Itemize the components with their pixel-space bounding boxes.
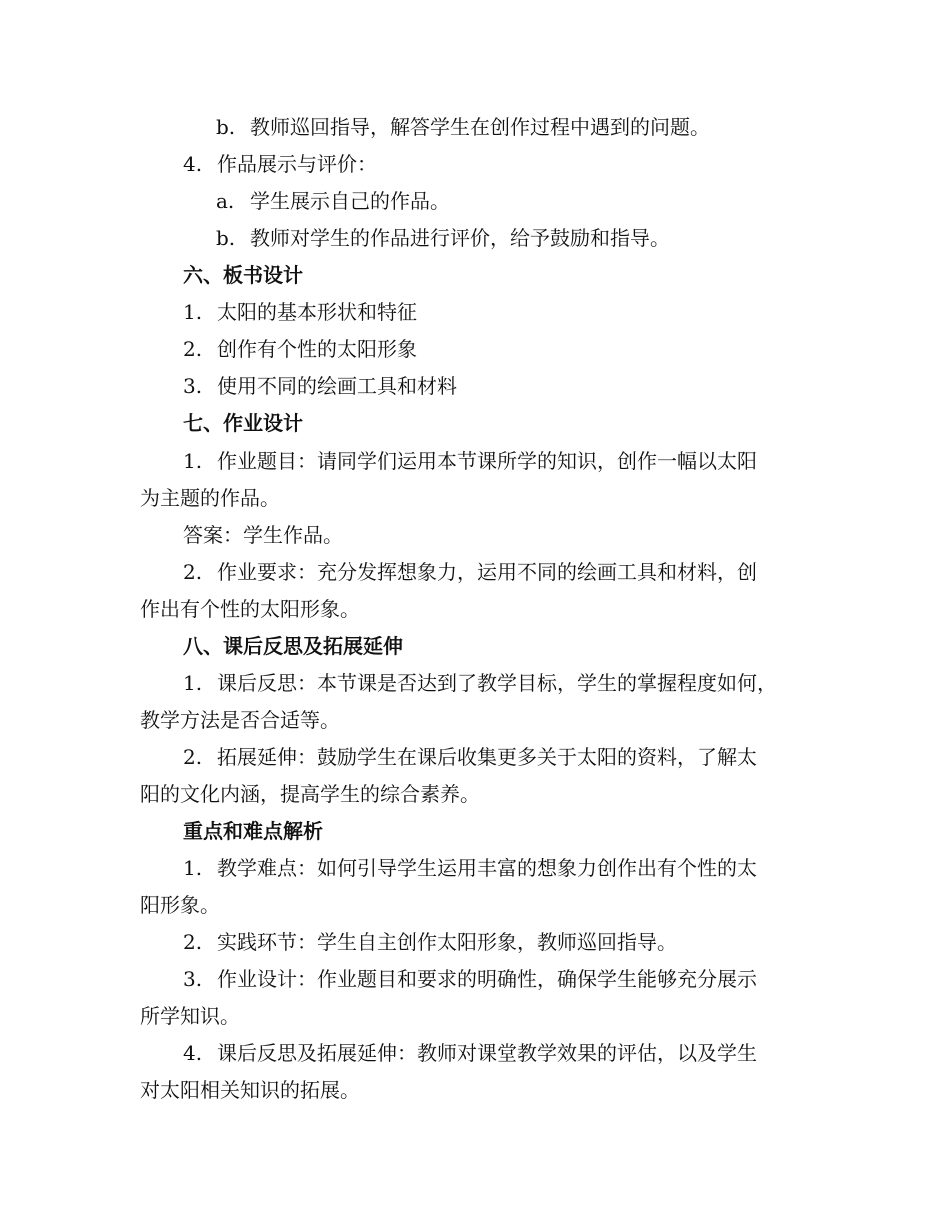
list-marker: 4. — [183, 152, 203, 176]
answer-line: 答案：学生作品。 — [183, 523, 343, 547]
list-item — [183, 854, 757, 882]
list-item-continuation: 阳的文化内涵，提高学生的综合素养。 — [140, 782, 480, 806]
sub-item-b — [216, 224, 670, 252]
list-marker: 2. — [183, 560, 203, 584]
list-item — [183, 558, 757, 586]
list-text: 教师巡回指导，解答学生在创作过程中遇到的问题。 — [250, 115, 710, 139]
list-marker: 1. — [183, 449, 203, 473]
list-marker: b. — [216, 115, 236, 139]
list-item — [183, 1039, 757, 1067]
list-item — [183, 447, 757, 475]
list-marker: a. — [216, 189, 235, 213]
list-text: 拓展延伸：鼓励学生在课后收集更多关于太阳的资料，了解太 — [217, 745, 757, 769]
list-text: 教学难点：如何引导学生运用丰富的想象力创作出有个性的太 — [217, 856, 757, 880]
list-item-continuation: 作出有个性的太阳形象。 — [140, 597, 360, 621]
list-item — [183, 928, 677, 956]
list-text: 学生展示自己的作品。 — [250, 189, 450, 213]
list-text: 作业题目：请同学们运用本节课所学的知识，创作一幅以太阳 — [217, 449, 757, 473]
list-text: 教师对学生的作品进行评价，给予鼓励和指导。 — [250, 226, 670, 250]
sub-item-b — [216, 113, 710, 141]
section-heading: 七、作业设计 — [183, 411, 303, 435]
list-marker: 1. — [183, 856, 203, 880]
list-text: 作业要求：充分发挥想象力，运用不同的绘画工具和材料，创 — [217, 560, 757, 584]
list-item-4 — [183, 150, 377, 178]
sub-item-a — [216, 187, 450, 215]
section-heading: 六、板书设计 — [183, 263, 303, 287]
list-item — [183, 372, 457, 400]
list-item-continuation: 为主题的作品。 — [140, 486, 280, 510]
list-item — [183, 669, 777, 697]
list-marker: 2. — [183, 337, 203, 361]
list-marker: 2. — [183, 930, 203, 954]
list-marker: 1. — [183, 300, 203, 324]
list-item — [183, 965, 757, 993]
list-item — [183, 743, 757, 771]
list-marker: 2. — [183, 745, 203, 769]
list-text: 作品展示与评价： — [217, 152, 377, 176]
list-text: 作业设计：作业题目和要求的明确性，确保学生能够充分展示 — [217, 967, 757, 991]
list-item — [183, 298, 417, 326]
list-item-continuation: 教学方法是否合适等。 — [140, 708, 340, 732]
list-text: 创作有个性的太阳形象 — [217, 337, 417, 361]
list-marker: 3. — [183, 967, 203, 991]
list-text: 太阳的基本形状和特征 — [217, 300, 417, 324]
list-item-continuation: 阳形象。 — [140, 893, 220, 917]
list-item — [183, 335, 417, 363]
list-text: 使用不同的绘画工具和材料 — [217, 374, 457, 398]
list-marker: 3. — [183, 374, 203, 398]
section-heading: 八、课后反思及拓展延伸 — [183, 634, 403, 658]
list-marker: 1. — [183, 671, 203, 695]
list-marker: b. — [216, 226, 236, 250]
list-marker: 4. — [183, 1041, 203, 1065]
list-text: 课后反思：本节课是否达到了教学目标，学生的掌握程度如何， — [217, 671, 777, 695]
list-item-continuation: 所学知识。 — [140, 1004, 240, 1028]
list-text: 实践环节：学生自主创作太阳形象，教师巡回指导。 — [217, 930, 677, 954]
list-item-continuation: 对太阳相关知识的拓展。 — [140, 1078, 360, 1102]
section-heading: 重点和难点解析 — [183, 819, 323, 843]
list-text: 课后反思及拓展延伸：教师对课堂教学效果的评估，以及学生 — [217, 1041, 757, 1065]
